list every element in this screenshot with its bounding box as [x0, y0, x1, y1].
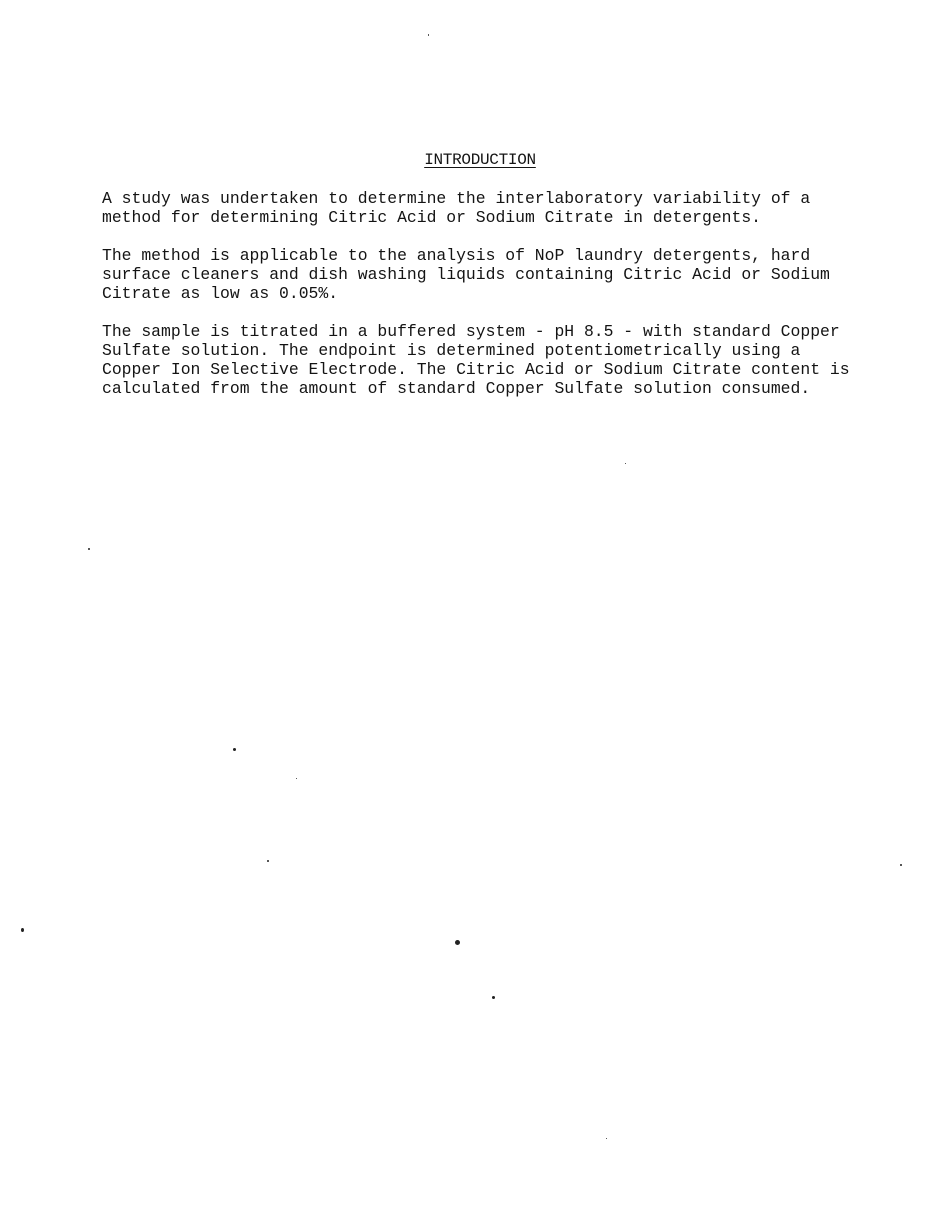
- paragraph-line: The sample is titrated in a buffered system - pH 8.5 - with standard Copper: [102, 322, 840, 341]
- paragraph-1: [102, 189, 862, 227]
- paragraph-line: calculated from the amount of standard Copper Sulfate solution consumed.: [102, 379, 811, 398]
- paragraph-line: The method is applicable to the analysis of NoP laundry detergents, hard: [102, 246, 811, 265]
- scan-speck: [428, 34, 429, 36]
- scan-speck: [296, 778, 297, 779]
- paragraph-3: [102, 322, 862, 398]
- paragraph-line: Sulfate solution. The endpoint is determined potentiometrically using a: [102, 341, 801, 360]
- paragraph-line: Copper Ion Selective Electrode. The Citric Acid or Sodium Citrate content is: [102, 360, 850, 379]
- scan-speck: [492, 996, 495, 999]
- scan-speck: [21, 928, 24, 932]
- paragraph-line: A study was undertaken to determine the interlaboratory variability of a: [102, 189, 811, 208]
- section-heading: [0, 150, 950, 170]
- scan-speck: [267, 860, 269, 862]
- body-text: [102, 189, 862, 417]
- scan-speck: [625, 463, 626, 464]
- scan-speck: [233, 748, 236, 751]
- paragraph-line: Citrate as low as 0.05%.: [102, 284, 339, 303]
- scan-speck: [606, 1138, 607, 1139]
- paragraph-line: method for determining Citric Acid or Sodium Citrate in detergents.: [102, 208, 762, 227]
- paragraph-2: [102, 246, 862, 303]
- scan-speck: [88, 548, 90, 550]
- section-heading-text: INTRODUCTION: [424, 151, 536, 169]
- scan-speck: [455, 940, 460, 945]
- paragraph-line: surface cleaners and dish washing liquids containing Citric Acid or Sodium: [102, 265, 830, 284]
- scan-speck: [900, 864, 902, 866]
